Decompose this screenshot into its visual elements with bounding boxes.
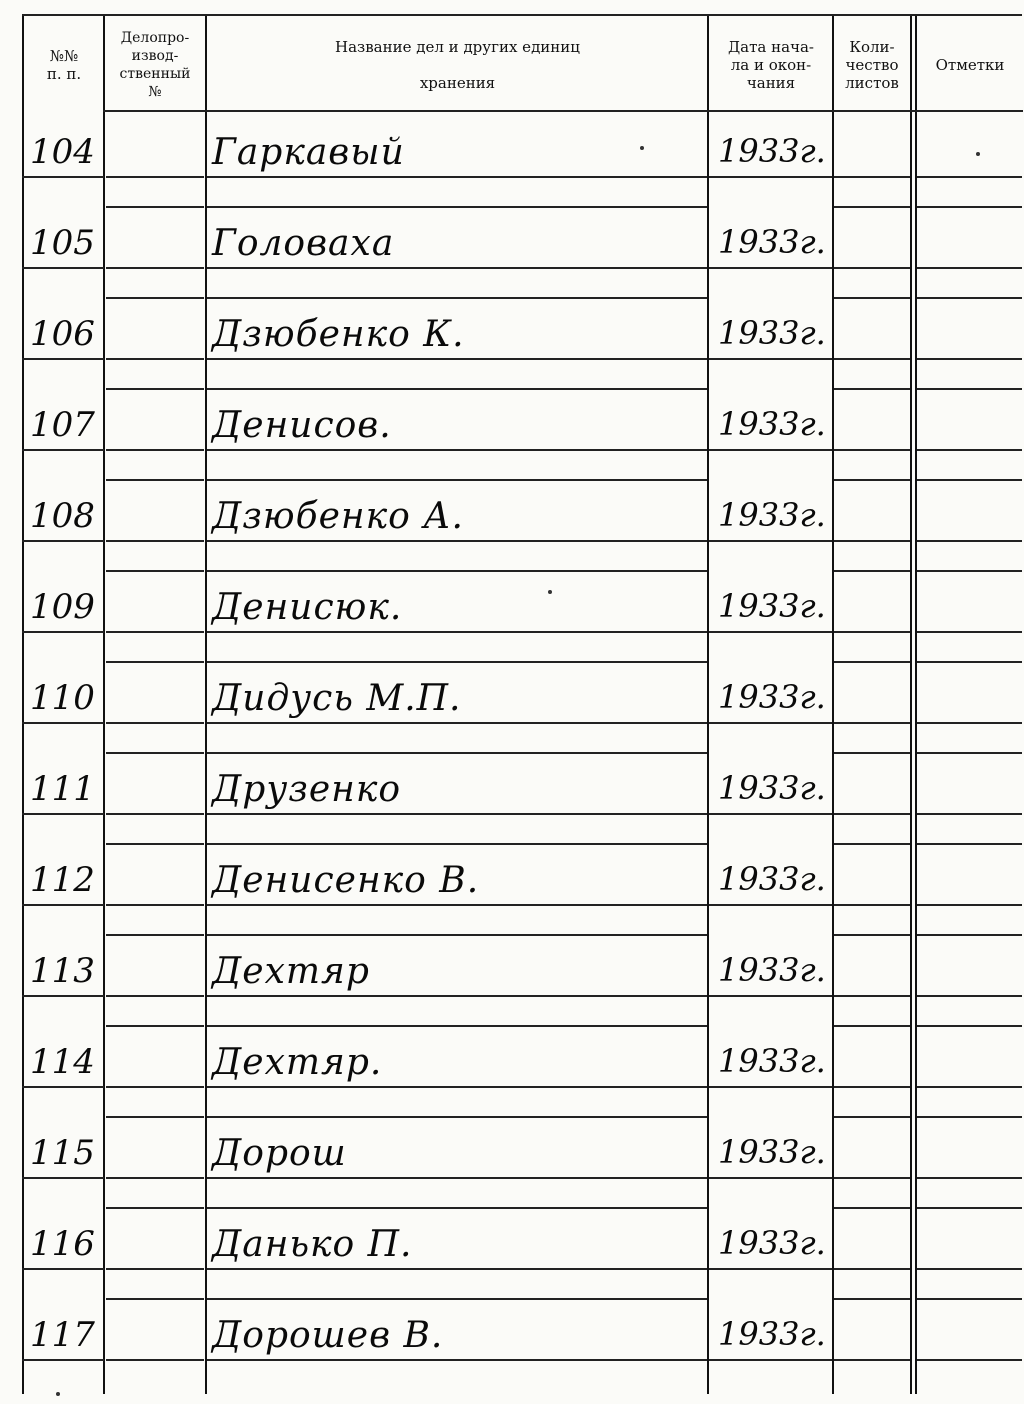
row-notes-divider <box>917 388 1022 390</box>
row-date: 1933г. <box>718 1042 826 1080</box>
row-notes-divider <box>917 479 1022 481</box>
row-date-underline <box>709 995 832 997</box>
row-date: 1933г. <box>718 1224 826 1262</box>
row-office-underline <box>106 176 204 178</box>
row-num-underline <box>22 995 104 997</box>
row-sheets-underline <box>834 540 910 542</box>
row-title-divider <box>207 1298 707 1300</box>
row-sheets-underline <box>834 813 910 815</box>
row-sheets-divider <box>834 1116 910 1118</box>
row-notes-divider <box>917 843 1022 845</box>
scan-speck <box>640 146 644 150</box>
row-office-underline <box>106 995 204 997</box>
row-number: 110 <box>30 678 95 718</box>
row-sheets-divider <box>834 1298 910 1300</box>
row-title-divider <box>207 479 707 481</box>
row-name: Друзенко <box>212 769 402 810</box>
row-sheets-divider <box>834 934 910 936</box>
row-num-underline <box>22 631 104 633</box>
row-title-divider <box>207 206 707 208</box>
row-name: Дехтяр. <box>212 1042 383 1083</box>
row-number: 113 <box>30 951 95 991</box>
row-notes-underline <box>917 176 1022 178</box>
row-name: Дорошев В. <box>212 1315 444 1356</box>
row-office-divider <box>106 843 204 845</box>
header-col-dates: Дата нача- ла и окон- чания <box>727 38 814 92</box>
row-date: 1933г. <box>718 587 826 625</box>
row-name: Денисюк. <box>212 587 403 628</box>
row-office-divider <box>106 1116 204 1118</box>
row-name: Денисов. <box>212 405 392 446</box>
row-title-divider <box>207 661 707 663</box>
row-title-divider <box>207 934 707 936</box>
row-title-underline <box>207 176 707 178</box>
row-name: Гаркавый <box>212 132 405 173</box>
row-title-divider <box>207 752 707 754</box>
row-title-underline <box>207 1086 707 1088</box>
row-num-underline <box>22 1268 104 1270</box>
row-number: 111 <box>30 769 95 809</box>
row-office-underline <box>106 358 204 360</box>
rule-left-border <box>22 14 24 1394</box>
row-date: 1933г. <box>718 769 826 807</box>
row-title-underline <box>207 540 707 542</box>
row-number: 109 <box>30 587 95 627</box>
row-title-underline <box>207 267 707 269</box>
row-number: 117 <box>30 1315 95 1355</box>
row-date: 1933г. <box>718 405 826 443</box>
row-number: 105 <box>30 223 95 263</box>
row-title-underline <box>207 722 707 724</box>
row-notes-underline <box>917 1359 1022 1361</box>
rule-dates-sheets <box>832 14 834 1394</box>
row-title-divider <box>207 1025 707 1027</box>
header-col-office: Делопро- извод- ственный № <box>119 30 191 100</box>
row-number: 112 <box>30 860 95 900</box>
row-sheets-divider <box>834 297 910 299</box>
row-office-divider <box>106 479 204 481</box>
rule-sheets-notes <box>910 14 912 1394</box>
row-title-underline <box>207 631 707 633</box>
row-date: 1933г. <box>718 223 826 261</box>
row-sheets-divider <box>834 388 910 390</box>
row-office-underline <box>106 904 204 906</box>
row-sheets-underline <box>834 1086 910 1088</box>
row-notes-divider <box>917 1116 1022 1118</box>
row-date-underline <box>709 449 832 451</box>
row-notes-divider <box>917 752 1022 754</box>
row-sheets-underline <box>834 449 910 451</box>
row-num-underline <box>22 813 104 815</box>
row-office-divider <box>106 570 204 572</box>
row-date: 1933г. <box>718 1315 826 1353</box>
row-name: Дорош <box>212 1133 347 1174</box>
row-notes-underline <box>917 267 1022 269</box>
scan-speck <box>56 1392 60 1396</box>
row-notes-divider <box>917 1025 1022 1027</box>
row-office-underline <box>106 1268 204 1270</box>
row-date-underline <box>709 176 832 178</box>
scan-speck <box>548 590 552 594</box>
row-notes-divider <box>917 1207 1022 1209</box>
row-num-underline <box>22 358 104 360</box>
row-notes-underline <box>917 358 1022 360</box>
header-bottom-rule <box>103 110 1023 112</box>
row-office-underline <box>106 540 204 542</box>
row-title-underline <box>207 1359 707 1361</box>
row-name: Данько П. <box>212 1224 413 1265</box>
row-sheets-divider <box>834 843 910 845</box>
row-title-divider <box>207 297 707 299</box>
row-office-divider <box>106 206 204 208</box>
rule-num-office <box>103 14 105 1394</box>
row-name: Дехтяр <box>212 951 370 992</box>
row-title-underline <box>207 904 707 906</box>
row-sheets-divider <box>834 752 910 754</box>
row-notes-underline <box>917 631 1022 633</box>
scan-speck <box>976 152 980 156</box>
row-name: Дзюбенко К. <box>212 314 465 355</box>
row-number: 116 <box>30 1224 95 1264</box>
row-title-divider <box>207 1207 707 1209</box>
row-office-underline <box>106 449 204 451</box>
row-notes-divider <box>917 297 1022 299</box>
row-notes-underline <box>917 540 1022 542</box>
row-sheets-divider <box>834 570 910 572</box>
row-num-underline <box>22 904 104 906</box>
row-name: Денисенко В. <box>212 860 480 901</box>
row-date: 1933г. <box>718 678 826 716</box>
row-date: 1933г. <box>718 314 826 352</box>
row-number: 104 <box>30 132 95 172</box>
row-sheets-divider <box>834 1207 910 1209</box>
row-office-divider <box>106 388 204 390</box>
row-office-underline <box>106 1086 204 1088</box>
row-date-underline <box>709 1086 832 1088</box>
row-sheets-underline <box>834 995 910 997</box>
row-office-divider <box>106 661 204 663</box>
row-notes-underline <box>917 449 1022 451</box>
row-sheets-underline <box>834 176 910 178</box>
header-col-notes: Отметки <box>935 56 1005 74</box>
header-col-sheets: Коли- чество листов <box>845 38 899 92</box>
row-office-underline <box>106 722 204 724</box>
row-sheets-underline <box>834 358 910 360</box>
row-office-divider <box>106 934 204 936</box>
row-date: 1933г. <box>718 496 826 534</box>
row-date-underline <box>709 904 832 906</box>
row-date: 1933г. <box>718 1133 826 1171</box>
row-sheets-underline <box>834 1177 910 1179</box>
row-office-underline <box>106 1177 204 1179</box>
row-title-underline <box>207 813 707 815</box>
row-sheets-divider <box>834 479 910 481</box>
row-notes-divider <box>917 661 1022 663</box>
row-num-underline <box>22 1086 104 1088</box>
row-num-underline <box>22 722 104 724</box>
row-number: 106 <box>30 314 95 354</box>
header-col-num: №№ п. п. <box>46 47 82 83</box>
row-number: 115 <box>30 1133 95 1173</box>
row-num-underline <box>22 1177 104 1179</box>
row-number: 108 <box>30 496 95 536</box>
row-date-underline <box>709 813 832 815</box>
row-num-underline <box>22 267 104 269</box>
row-num-underline <box>22 1359 104 1361</box>
rule-notes-inner <box>915 14 917 1394</box>
row-num-underline <box>22 449 104 451</box>
row-office-underline <box>106 1359 204 1361</box>
row-sheets-divider <box>834 1025 910 1027</box>
row-title-underline <box>207 358 707 360</box>
header-top-rule <box>22 14 1022 16</box>
row-date-underline <box>709 358 832 360</box>
row-title-underline <box>207 1268 707 1270</box>
row-title-divider <box>207 1116 707 1118</box>
header-col-title: Название дел и других единиц хранения <box>335 38 580 92</box>
row-date: 1933г. <box>718 951 826 989</box>
row-sheets-underline <box>834 1359 910 1361</box>
row-sheets-underline <box>834 904 910 906</box>
row-notes-divider <box>917 206 1022 208</box>
row-office-divider <box>106 752 204 754</box>
row-sheets-divider <box>834 206 910 208</box>
rule-office-title <box>205 14 207 1394</box>
row-notes-divider <box>917 934 1022 936</box>
row-title-divider <box>207 843 707 845</box>
row-date-underline <box>709 631 832 633</box>
row-notes-underline <box>917 1086 1022 1088</box>
row-notes-underline <box>917 722 1022 724</box>
row-sheets-underline <box>834 1268 910 1270</box>
row-office-divider <box>106 1207 204 1209</box>
row-sheets-underline <box>834 722 910 724</box>
row-title-underline <box>207 449 707 451</box>
row-office-divider <box>106 1025 204 1027</box>
row-notes-underline <box>917 1177 1022 1179</box>
row-office-divider <box>106 1298 204 1300</box>
row-title-underline <box>207 995 707 997</box>
rule-title-dates <box>707 14 709 1394</box>
row-notes-divider <box>917 1298 1022 1300</box>
row-date: 1933г. <box>718 132 826 170</box>
row-date-underline <box>709 267 832 269</box>
row-date: 1933г. <box>718 860 826 898</box>
row-date-underline <box>709 722 832 724</box>
row-office-underline <box>106 631 204 633</box>
row-notes-underline <box>917 995 1022 997</box>
row-sheets-divider <box>834 661 910 663</box>
row-name: Дидусь М.П. <box>212 678 462 719</box>
row-date-underline <box>709 1359 832 1361</box>
row-date-underline <box>709 1268 832 1270</box>
row-num-underline <box>22 176 104 178</box>
row-title-divider <box>207 570 707 572</box>
row-title-divider <box>207 388 707 390</box>
row-date-underline <box>709 540 832 542</box>
row-office-underline <box>106 813 204 815</box>
row-title-underline <box>207 1177 707 1179</box>
row-sheets-underline <box>834 267 910 269</box>
row-date-underline <box>709 1177 832 1179</box>
row-number: 114 <box>30 1042 95 1082</box>
row-notes-underline <box>917 904 1022 906</box>
row-notes-divider <box>917 570 1022 572</box>
row-num-underline <box>22 540 104 542</box>
row-number: 107 <box>30 405 95 445</box>
row-notes-underline <box>917 813 1022 815</box>
row-name: Головаха <box>212 223 395 264</box>
row-office-underline <box>106 267 204 269</box>
row-office-divider <box>106 297 204 299</box>
row-sheets-underline <box>834 631 910 633</box>
row-notes-underline <box>917 1268 1022 1270</box>
row-name: Дзюбенко А. <box>212 496 464 537</box>
